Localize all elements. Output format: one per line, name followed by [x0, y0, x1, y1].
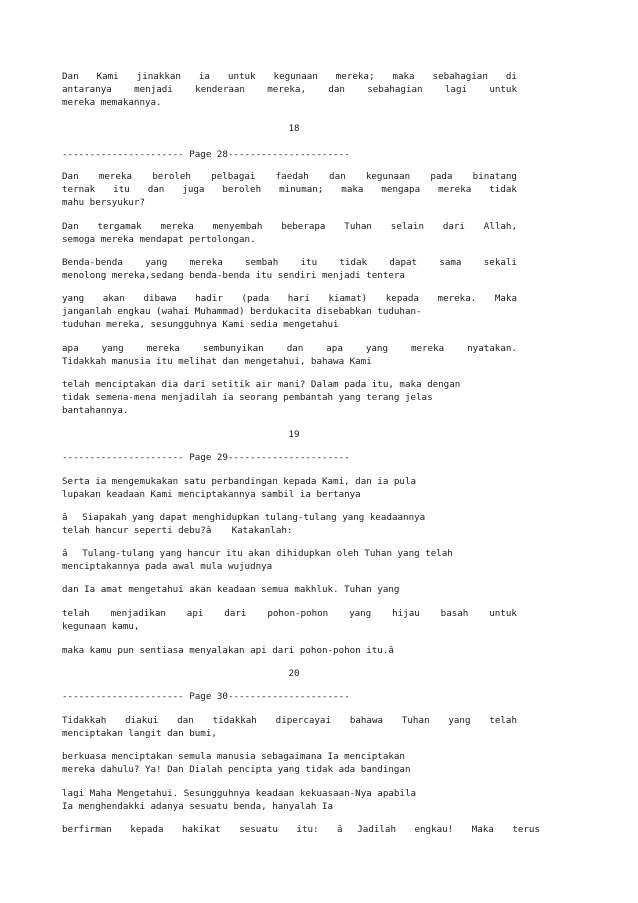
text-line: [62, 221, 517, 233]
word: diakui: [125, 715, 159, 726]
word: dipercayai: [275, 715, 331, 726]
word: pelbagai: [211, 171, 256, 182]
word: sesuatu: [239, 824, 278, 835]
word: dapat: [389, 257, 418, 268]
word: âJadilah: [337, 824, 396, 835]
word: hadir: [195, 293, 223, 304]
word: pada: [430, 171, 453, 182]
word: menjadikan: [110, 608, 166, 619]
word: basah: [440, 608, 469, 619]
word: Tuhan: [401, 715, 430, 726]
word: mereka;: [335, 71, 375, 82]
word: Tuhan: [344, 221, 372, 232]
word: dan: [147, 184, 165, 195]
word: telah: [62, 608, 90, 619]
word: yang: [145, 257, 168, 268]
word: engkau!: [414, 824, 454, 835]
text-line: [62, 608, 517, 620]
word: untuk: [489, 608, 517, 619]
word: Maka: [471, 824, 494, 835]
text-line: dan Ia amat mengetahui akan keadaan semua makhluk. Tuhan yang: [62, 584, 400, 595]
word: mereka.: [437, 293, 477, 304]
text-line: telah hancur seperti debu?â Katakanlah:: [62, 525, 293, 536]
word: nyatakan.: [467, 343, 517, 354]
text-line: [62, 184, 517, 196]
word: di: [505, 71, 517, 82]
word: tergamak: [97, 221, 142, 232]
word: sebahagian: [432, 71, 488, 82]
word: sembah: [245, 257, 279, 268]
text-line: mahu bersyukur?: [62, 197, 145, 208]
word: (pada: [241, 293, 270, 304]
word: tidak: [489, 184, 517, 195]
word: sebahagian: [367, 84, 423, 95]
word: itu: [300, 257, 318, 268]
text-line: tuduhan mereka, sesungguhnya Kami sedia mengetahui: [62, 319, 339, 330]
word: Benda-benda: [62, 257, 123, 268]
text-line: lupakan keadaan Kami menciptakannya sambil ia bertanya: [62, 489, 361, 500]
word: antaranya: [62, 84, 112, 95]
word: yang: [448, 715, 471, 726]
word: hijau: [392, 608, 420, 619]
text-line: menolong mereka,sedang benda-benda itu sendiri menjadi tentera: [62, 270, 405, 281]
word: kegunaan: [365, 171, 411, 182]
text-line: [62, 171, 517, 183]
text-line: bantahannya.: [62, 405, 129, 416]
word: hari: [287, 293, 310, 304]
word: yang: [365, 343, 388, 354]
word: beroleh: [222, 184, 262, 195]
text-line: [62, 84, 517, 96]
word: mereka: [98, 171, 133, 182]
text-line: menciptakan langit dan bumi,: [62, 728, 217, 739]
word: jinakkan: [136, 71, 181, 82]
word: Dan: [62, 71, 79, 82]
word: apa: [62, 343, 79, 354]
word: sama: [439, 257, 462, 268]
text-line: berkuasa menciptakan semula manusia sebagaimana Ia menciptakan: [62, 751, 405, 762]
word: tidak: [339, 257, 368, 268]
text-line: telah menciptakan dia dari setitik air mani? Dalam pada itu, maka dengan: [62, 379, 461, 390]
text-line: [62, 715, 517, 727]
word: mereka: [438, 184, 472, 195]
text-line: mereka dahulu? Ya! Dan Dialah pencipta yang tidak ada bandingan: [62, 764, 411, 775]
word: dari: [224, 608, 247, 619]
word: Dan: [62, 221, 79, 232]
text-line: [62, 257, 517, 269]
word: itu:: [296, 824, 319, 835]
word: hakikat: [181, 824, 221, 835]
word: menjadi: [134, 84, 173, 95]
word: minuman;: [279, 184, 324, 195]
word: mereka: [189, 257, 223, 268]
word: mengapa: [381, 184, 421, 195]
word: berfirman: [62, 824, 112, 835]
word: mereka: [160, 221, 194, 232]
word: ia: [198, 71, 210, 82]
word: bahawa: [349, 715, 384, 726]
text-line: [62, 71, 517, 83]
word: mereka: [410, 343, 445, 354]
word: apa: [326, 343, 343, 354]
word: menyembah: [212, 221, 263, 232]
word: yang: [62, 293, 85, 304]
word: juga: [182, 184, 205, 195]
word: kegunaan: [273, 71, 318, 82]
text-line: [62, 824, 540, 836]
word: untuk: [227, 71, 256, 82]
word: faedah: [275, 171, 309, 182]
text-line: semoga mereka mendapat pertolongan.: [62, 234, 256, 245]
word: Maka: [494, 293, 517, 304]
word: kiamat): [328, 293, 368, 304]
word: pohon-pohon: [267, 608, 329, 619]
word: telah: [489, 715, 517, 726]
word: dan: [286, 343, 304, 354]
word: kenderaan: [195, 84, 245, 95]
text-line: Tidakkah manusia itu melihat dan mengetahui, bahawa Kami: [62, 356, 372, 367]
word: maka: [341, 184, 364, 195]
word: tidakkah: [212, 715, 257, 726]
text-line: lagi Maha Mengetahui. Sesungguhnya keadaan kekuasaan-Nya apabila: [62, 788, 417, 799]
page-number: 20: [288, 668, 300, 679]
text-line: Ia menghendakki adanya sesuatu benda, hanyalah Ia: [62, 801, 334, 812]
text-line: kegunaan kamu,: [62, 621, 140, 632]
page-separator: ---------------------- Page 29----------------------: [62, 452, 350, 463]
text-line: [62, 293, 517, 305]
word: mereka,: [267, 84, 306, 95]
word: kepada: [385, 293, 419, 304]
word: dan: [177, 715, 194, 726]
page-number: 18: [288, 123, 300, 134]
word: Kami: [96, 71, 119, 82]
word: yang: [101, 343, 124, 354]
word: selain: [390, 221, 424, 232]
word: Allah,: [483, 221, 517, 232]
word: maka: [392, 71, 415, 82]
word: mereka: [146, 343, 180, 354]
word: dan: [329, 171, 346, 182]
page-number: 19: [288, 429, 300, 440]
text-line: mereka memakannya.: [62, 97, 162, 108]
word: akan: [102, 293, 125, 304]
text-line: menciptakannya pada awal mula wujudnya: [62, 561, 273, 572]
word: dan: [328, 84, 345, 95]
word: dibawa: [143, 293, 177, 304]
word: api: [186, 608, 204, 619]
word: sekali: [483, 257, 517, 268]
page-separator: ---------------------- Page 28----------------------: [62, 149, 350, 160]
word: yang: [349, 608, 372, 619]
word: dari: [442, 221, 465, 232]
word: lagi: [444, 84, 468, 95]
text-line: âTulang-tulang yang hancur itu akan dihidupkan oleh Tuhan yang telah: [62, 548, 453, 559]
word: beberapa: [281, 221, 326, 232]
word: itu: [113, 184, 130, 195]
word: Dan: [62, 171, 79, 182]
word: kepada: [130, 824, 164, 835]
text-line: maka kamu pun sentiasa menyalakan api dari pohon-pohon itu.â: [62, 645, 409, 656]
word: beroleh: [152, 171, 191, 182]
word: ternak: [62, 184, 96, 195]
word: terus: [512, 824, 540, 835]
text-line: âSiapakah yang dapat menghidupkan tulang-tulang yang keadaannya: [62, 512, 426, 523]
word: Tidakkah: [62, 715, 107, 726]
page-separator: ---------------------- Page 30----------------------: [62, 691, 350, 702]
word: sembunyikan: [202, 343, 264, 354]
text-line: tidak semena-mena menjadilah ia seorang pembantah yang terang jelas: [62, 392, 433, 403]
text-line: Serta ia mengemukakan satu perbandingan kepada Kami, dan ia pula: [62, 476, 417, 487]
text-line: [62, 343, 517, 355]
text-line: janganlah engkau (wahai Muhammad) berdukacita disebabkan tuduhan-: [62, 306, 422, 317]
word: untuk: [489, 84, 517, 95]
word: binatang: [472, 171, 517, 182]
